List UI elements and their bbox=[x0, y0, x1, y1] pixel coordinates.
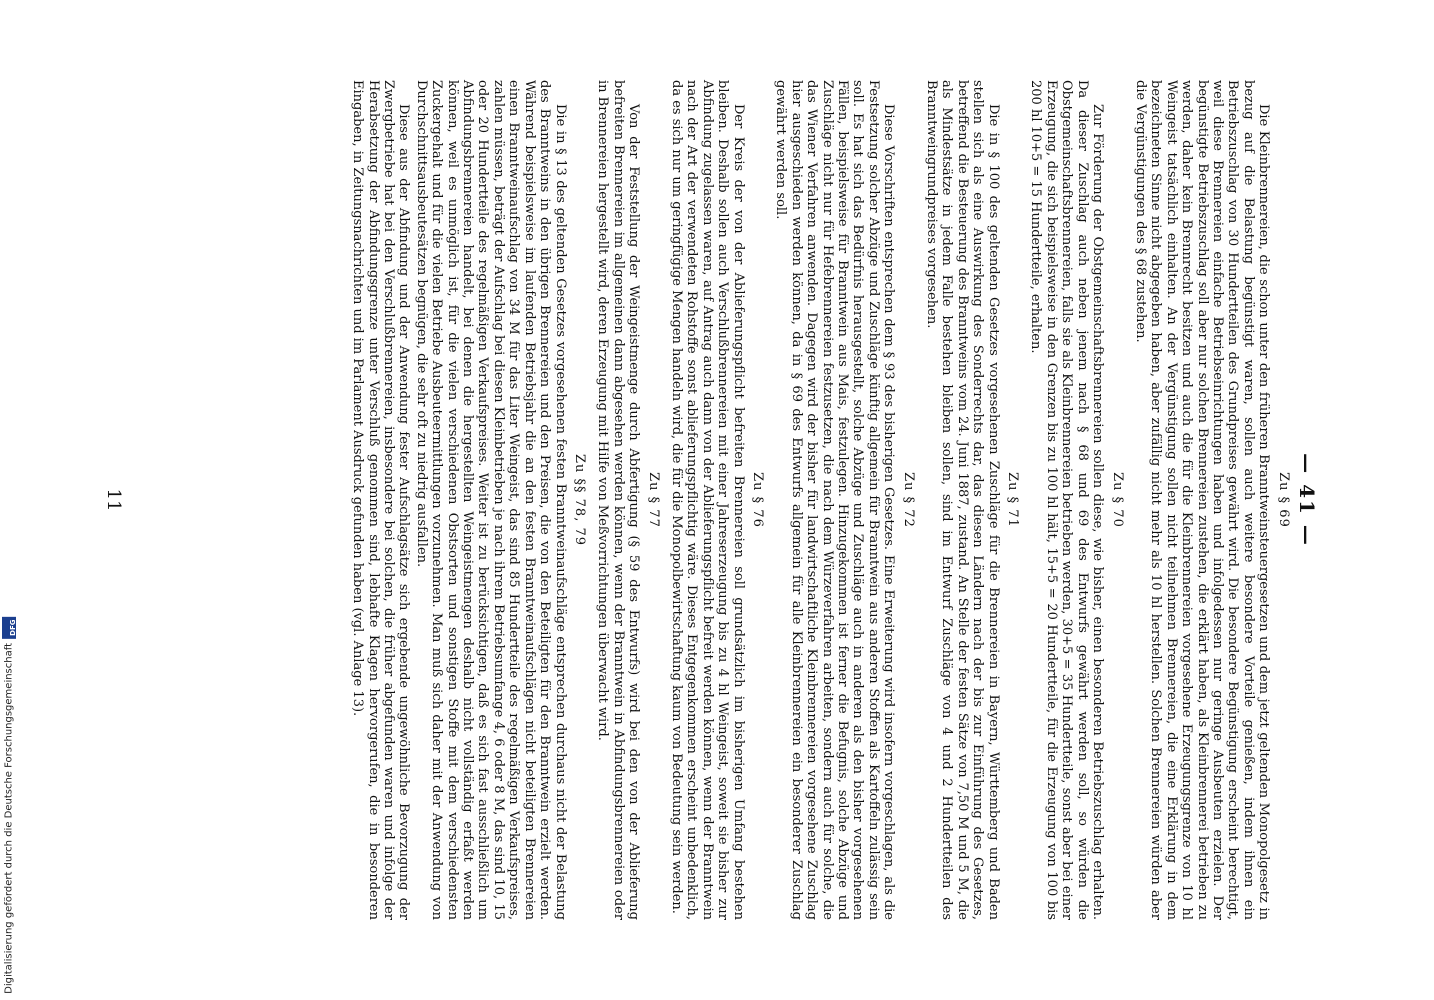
dfg-logo: DFG bbox=[2, 617, 16, 639]
sheet-number: 11 bbox=[103, 488, 125, 512]
section-heading: Zu § 72 bbox=[900, 472, 916, 528]
section bbox=[924, 80, 1020, 920]
section-heading: Zu §§ 78, 79 bbox=[571, 453, 587, 547]
section-heading: Zu § 69 bbox=[1275, 472, 1291, 528]
section-heading: Zu § 77 bbox=[645, 472, 661, 528]
section-heading: Zu § 71 bbox=[1005, 472, 1021, 528]
page-number: — 41 — bbox=[1295, 453, 1319, 547]
rotated-page-body bbox=[102, 60, 1332, 940]
paragraph: Von der Feststellung der Weingeistmenge durch Abfertigung (§ 59 des Entwurfs) wird bei den von der Ablieferung befreiten Brennereien im allgemeinen dann abgesehen werden können, wenn der Branntwein in Abfindungsbrennereien oder in Brennereien hergestellt wird, deren Erzeugung mit Hilfe von Meßvorrichtungen überwacht wird. bbox=[595, 80, 642, 920]
paragraph: Zur Förderung der Obstgemeinschaftsbrennereien sollen diese, wie bisher, einen besonderen Betriebszuschlag erhalten. Da dieser Zuschlag auch neben jenem nach § 68 und 69 des Entwurfs gewährt werden soll, so würden die Obstgemeinschaftsbrennereien, falls sie als Kleinbrennereien betrieben werden, 30+5 = 35 Hundertteile, sonst aber bei einer Erzeugung, die sich beispielsweise in den Grenzen bis zu 100 hl hält, 15+5 = 20 Hundertteile, für die Erzeugung von 100 bis 200 hl 10+5 = 15 Hundertteile, erhalten. bbox=[1028, 80, 1106, 920]
section bbox=[350, 80, 587, 920]
paragraph: Der Kreis der von der Ablieferungspflicht befreiten Brennereien soll grundsätzlich im bisherigen Umfang bestehen bleiben. Deshalb sollen auch Verschlußbrennereien mit einer Jahreserzeugung bis zu 4 hl Weingeist, soweit sie bisher zur Abfindung zugelassen waren, auf Antrag auch dann von der Ablieferungspflicht befreit werden können, wenn der Branntwein nach der Art der verwendeten Rohstoffe sonst ablieferungspflichtig wäre. Dieses Entgegenkommen erscheint unbedenklich, da es sich nur um geringfügige Mengen handeln wird, die für die Monopolbewirtschaftung kaum von Bedeutung sein werden. bbox=[668, 80, 746, 920]
paragraph: Diese Vorschriften entsprechen dem § 93 des bisherigen Gesetzes. Eine Erweiterung wird insofern vorgeschlagen, als die Festsetzung solcher Abzüge und Zuschläge künftig allgemein für Branntwein aus anderen Stoffen als Kartoffeln zulässig sein soll. Es hat sich das Bedürfnis herausgestellt, solche Abzüge und Zuschläge auch in anderen als den bisher vorgesehenen Fällen, beispielsweise für Branntwein aus Mais, festzulegen. Hinzugekommen ist ferner die Befugnis, solche Abzüge und Zuschläge nicht nur für Hefebrennereien festzusetzen, die nach dem Würzeverfahren arbeiten, sondern auch für solche, die das Wiener Verfahren anwenden. Dagegen wird der bisher für landwirtschaftliche Kleinbrennereien vorgesehene Zuschlag hier ausgeschieden werden können, da in § 69 des Entwurfs allgemein für alle Kleinbrennereien ein besonderer Zuschlag gewährt werden soll. bbox=[773, 80, 897, 920]
paragraph: Die in § 100 des geltenden Gesetzes vorgesehenen Zuschläge für die Brennereien in Bayern, Württemberg und Baden stellen sich als eine Auswirkung des Sonderrechts dar, das diesen Ländern nach der bis zur Einführung des Gesetzes, betreffend die Besteuerung des Branntweins vom 24. Juni 1887, zustand. An Stelle der festen Sätze von 7,50 M und 5 M, die als Mindestsätze in jedem Falle bestehen bleiben sollen, sind im Entwurf Zuschläge von 4 und 2 Hundertteilen des Branntweingrundpreises vorgesehen. bbox=[924, 80, 1001, 920]
section-heading: Zu § 76 bbox=[750, 472, 765, 528]
paragraph: Diese aus der Abfindung und der Anwendung fester Aufschlagsätze sich ergebende ungewöhnliche Bevorzugung der Zwergbetriebe hat bei den Verschlußbrennereien, insbesondere bei solchen, die früher abgefunden waren und infolge der Herabsetzung der Abfindungsgrenze unter Verschluß genommen sind, lebhafte Klagen hervorgerufen, die in besonderen Eingaben, in Zeitungsnachrichten und im Parlament Ausdruck gefunden haben (vgl. Anlage 13). bbox=[350, 80, 412, 920]
paragraph: Die in § 13 des geltenden Gesetzes vorgesehenen festen Branntweinaufschläge entsprechen durchaus nicht der Belastung des Branntweins in den übrigen Brennereien und den Preisen, die von den Beteiligten für den Branntwein erzielt werden. Während beispielsweise im laufenden Betriebsjahr die an den festen Branntweinaufschlägen nicht beteiligten Brennereien einen Branntweinaufschlag von 34 M für das Liter Weingeist, das sind 85 Hundertteile des regelmäßigen Verkaufspreises, zahlen müssen, beträgt der Aufschlag bei diesen Kleinbetrieben je nach ihrem Betriebsumfange 4, 6 oder 8 M, das sind 10, 15 oder 20 Hundertteile des regelmäßigen Verkaufspreises. Weiter ist zu berücksichtigen, daß es sich fast ausschließlich um Abfindungsbrennereien handelt, bei denen die hergestellten Weingeistmengen deshalb nicht vollständig erfaßt werden können, weil es unmöglich ist, für die vielen verschiedenen Obstsorten und sonstigen Stoffe mit dem verschiedensten Zuckergehalt und für die vielen Betriebe Ausbeuteermittlungen vorzunehmen. Man muß sich daher mit der Anwendung von Durchschnittsausbeutesätzen begnügen, die sehr oft zu niedrig ausfallen. bbox=[413, 80, 568, 920]
paragraph: Die Kleinbrennereien, die schon unter den früheren Branntweinsteuergesetzen und dem jetzt geltenden Monopolgesetz in bezug auf die Belastung begünstigt waren, sollen auch weitere besondere Vorteile genießen, indem ihnen ein Betriebszuschlag von 30 Hundertteilen des Grundpreises gewährt wird. Die besondere Begünstigung erscheint berechtigt, weil diese Brennereien einfache Betriebseinrichtungen haben und infolgedessen nur geringe Ausbeuten erzielen. Der begünstigte Betriebszuschlag soll aber nur solchen Brennereien zustehen, die erklärt haben, als Kleinbrennerei betrieben zu werden, daher kein Brennrecht besitzen und auch die für die Kleinbrennereien vorgesehene Erzeugungsgrenze von 10 hl Weingeist tatsächlich einhalten. An der Vergünstigung sollen nicht teilnehmen Brennereien, die eine Erklärung in dem bezeichneten Sinne nicht abgegeben haben, aber zufällig nicht mehr als 10 hl herstellen. Solchen Brennereien würden aber die Vergünstigungen des § 68 zustehen. bbox=[1132, 80, 1272, 920]
document-sections bbox=[350, 80, 1291, 920]
credit-text: Digitalisierung gefördert durch die Deutsche Forschungsgemeinschaft bbox=[3, 643, 15, 994]
section bbox=[669, 80, 765, 920]
section bbox=[773, 80, 916, 920]
section-heading: Zu § 70 bbox=[1109, 472, 1125, 528]
section bbox=[1133, 80, 1291, 920]
digitization-credit bbox=[2, 617, 16, 994]
section bbox=[1028, 80, 1124, 920]
section bbox=[595, 80, 661, 920]
